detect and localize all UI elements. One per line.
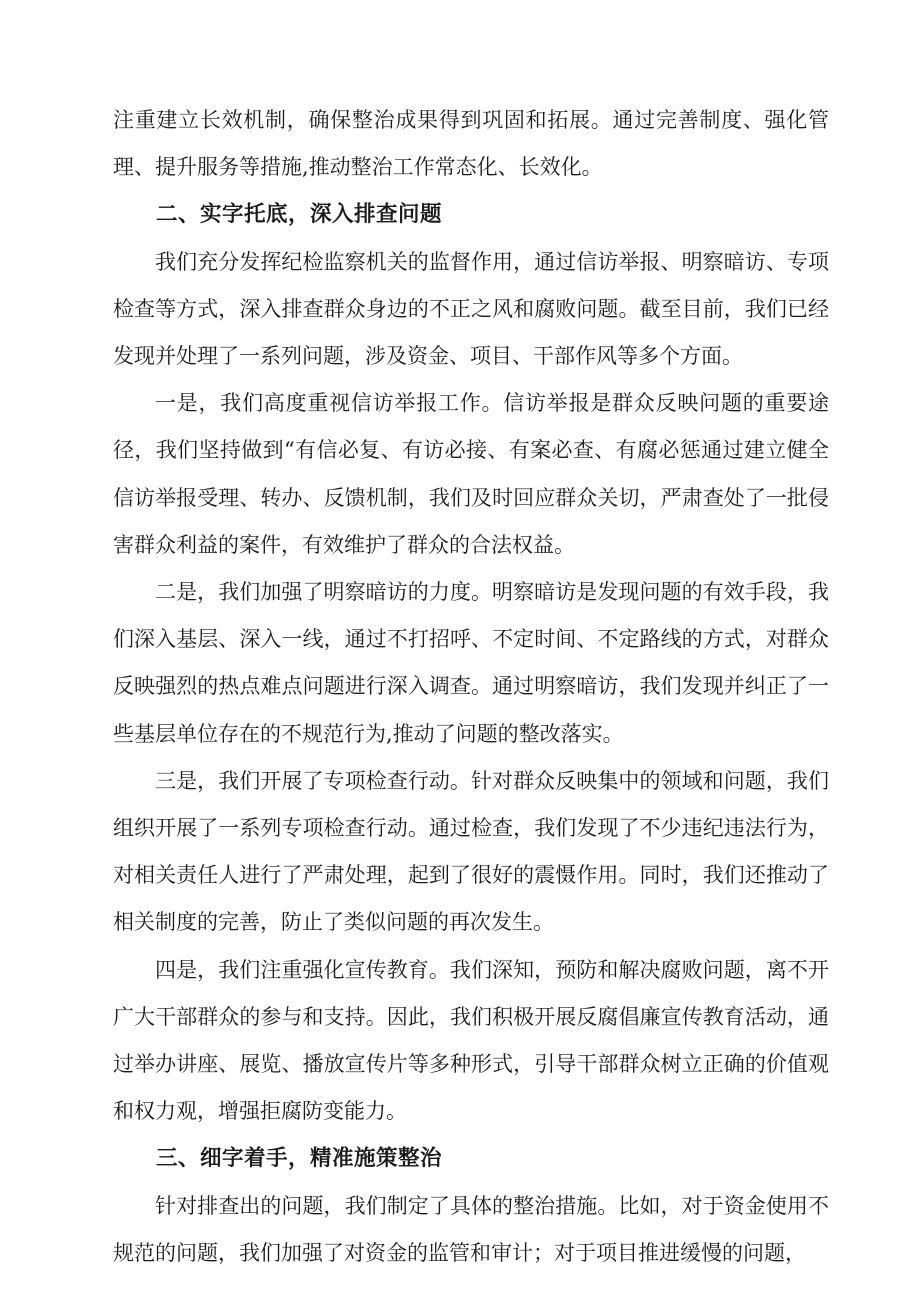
paragraph-continuation: 注重建立长效机制，确保整治成果得到巩固和拓展。通过完善制度、强化管理、提升服务等措施,推动整治工作常态化、长效化。 — [113, 108, 829, 180]
section-heading-3: 三、细字着手，精准施策整治 — [156, 1146, 443, 1172]
paragraph-point-4: 四是，我们注重强化宣传教育。我们深知，预防和解决腐败问题，离不开广大干部群众的参与和支持。因此，我们积极开展反腐倡廉宣传教育活动，通过举办讲座、展览、播放宣传片等多种形式，引导干部群众树立正确的价值观和权力观，增强拒腐防变能力。 — [113, 957, 829, 1124]
paragraph-point-3: 三是，我们开展了专项检查行动。针对群众反映集中的领域和问题，我们组织开展了一系列专项检查行动。通过检查，我们发现了不少违纪违法行为，对相关责任人进行了严肃处理，起到了很好的震慑作用。同时，我们还推动了相关制度的完善，防止了类似问题的再次发生。 — [113, 768, 829, 935]
paragraph-intro-section-2: 我们充分发挥纪检监察机关的监督作用，通过信访举报、明察暗访、专项检查等方式，深入排查群众身边的不正之风和腐败问题。截至目前，我们已经发现并处理了一系列问题，涉及资金、项目、干部作风等多个方面。 — [113, 249, 829, 369]
paragraph-intro-section-3: 针对排查出的问题，我们制定了具体的整治措施。比如，对于资金使用不规范的问题，我们加强了对资金的监管和审计；对于项目推进缓慢的问题， — [113, 1193, 829, 1265]
section-heading-2: 二、实字托底，深入排查问题 — [156, 202, 443, 228]
paragraph-point-2: 二是，我们加强了明察暗访的力度。明察暗访是发现问题的有效手段，我们深入基层、深入一线，通过不打招呼、不定时间、不定路线的方式，对群众反映强烈的热点难点问题进行深入调查。通过明察暗访，我们发现并纠正了一些基层单位存在的不规范行为,推动了问题的整改落实。 — [113, 580, 829, 746]
document-body — [113, 97, 829, 1277]
paragraph-point-1: 一是，我们高度重视信访举报工作。信访举报是群众反映问题的重要途径，我们坚持做到“有信必复、有访必接、有案必查、有腐必惩通过建立健全信访举报受理、转办、反馈机制，我们及时回应群众关切，严肃查处了一批侵害群众利益的案件，有效维护了群众的合法权益。 — [113, 391, 829, 557]
